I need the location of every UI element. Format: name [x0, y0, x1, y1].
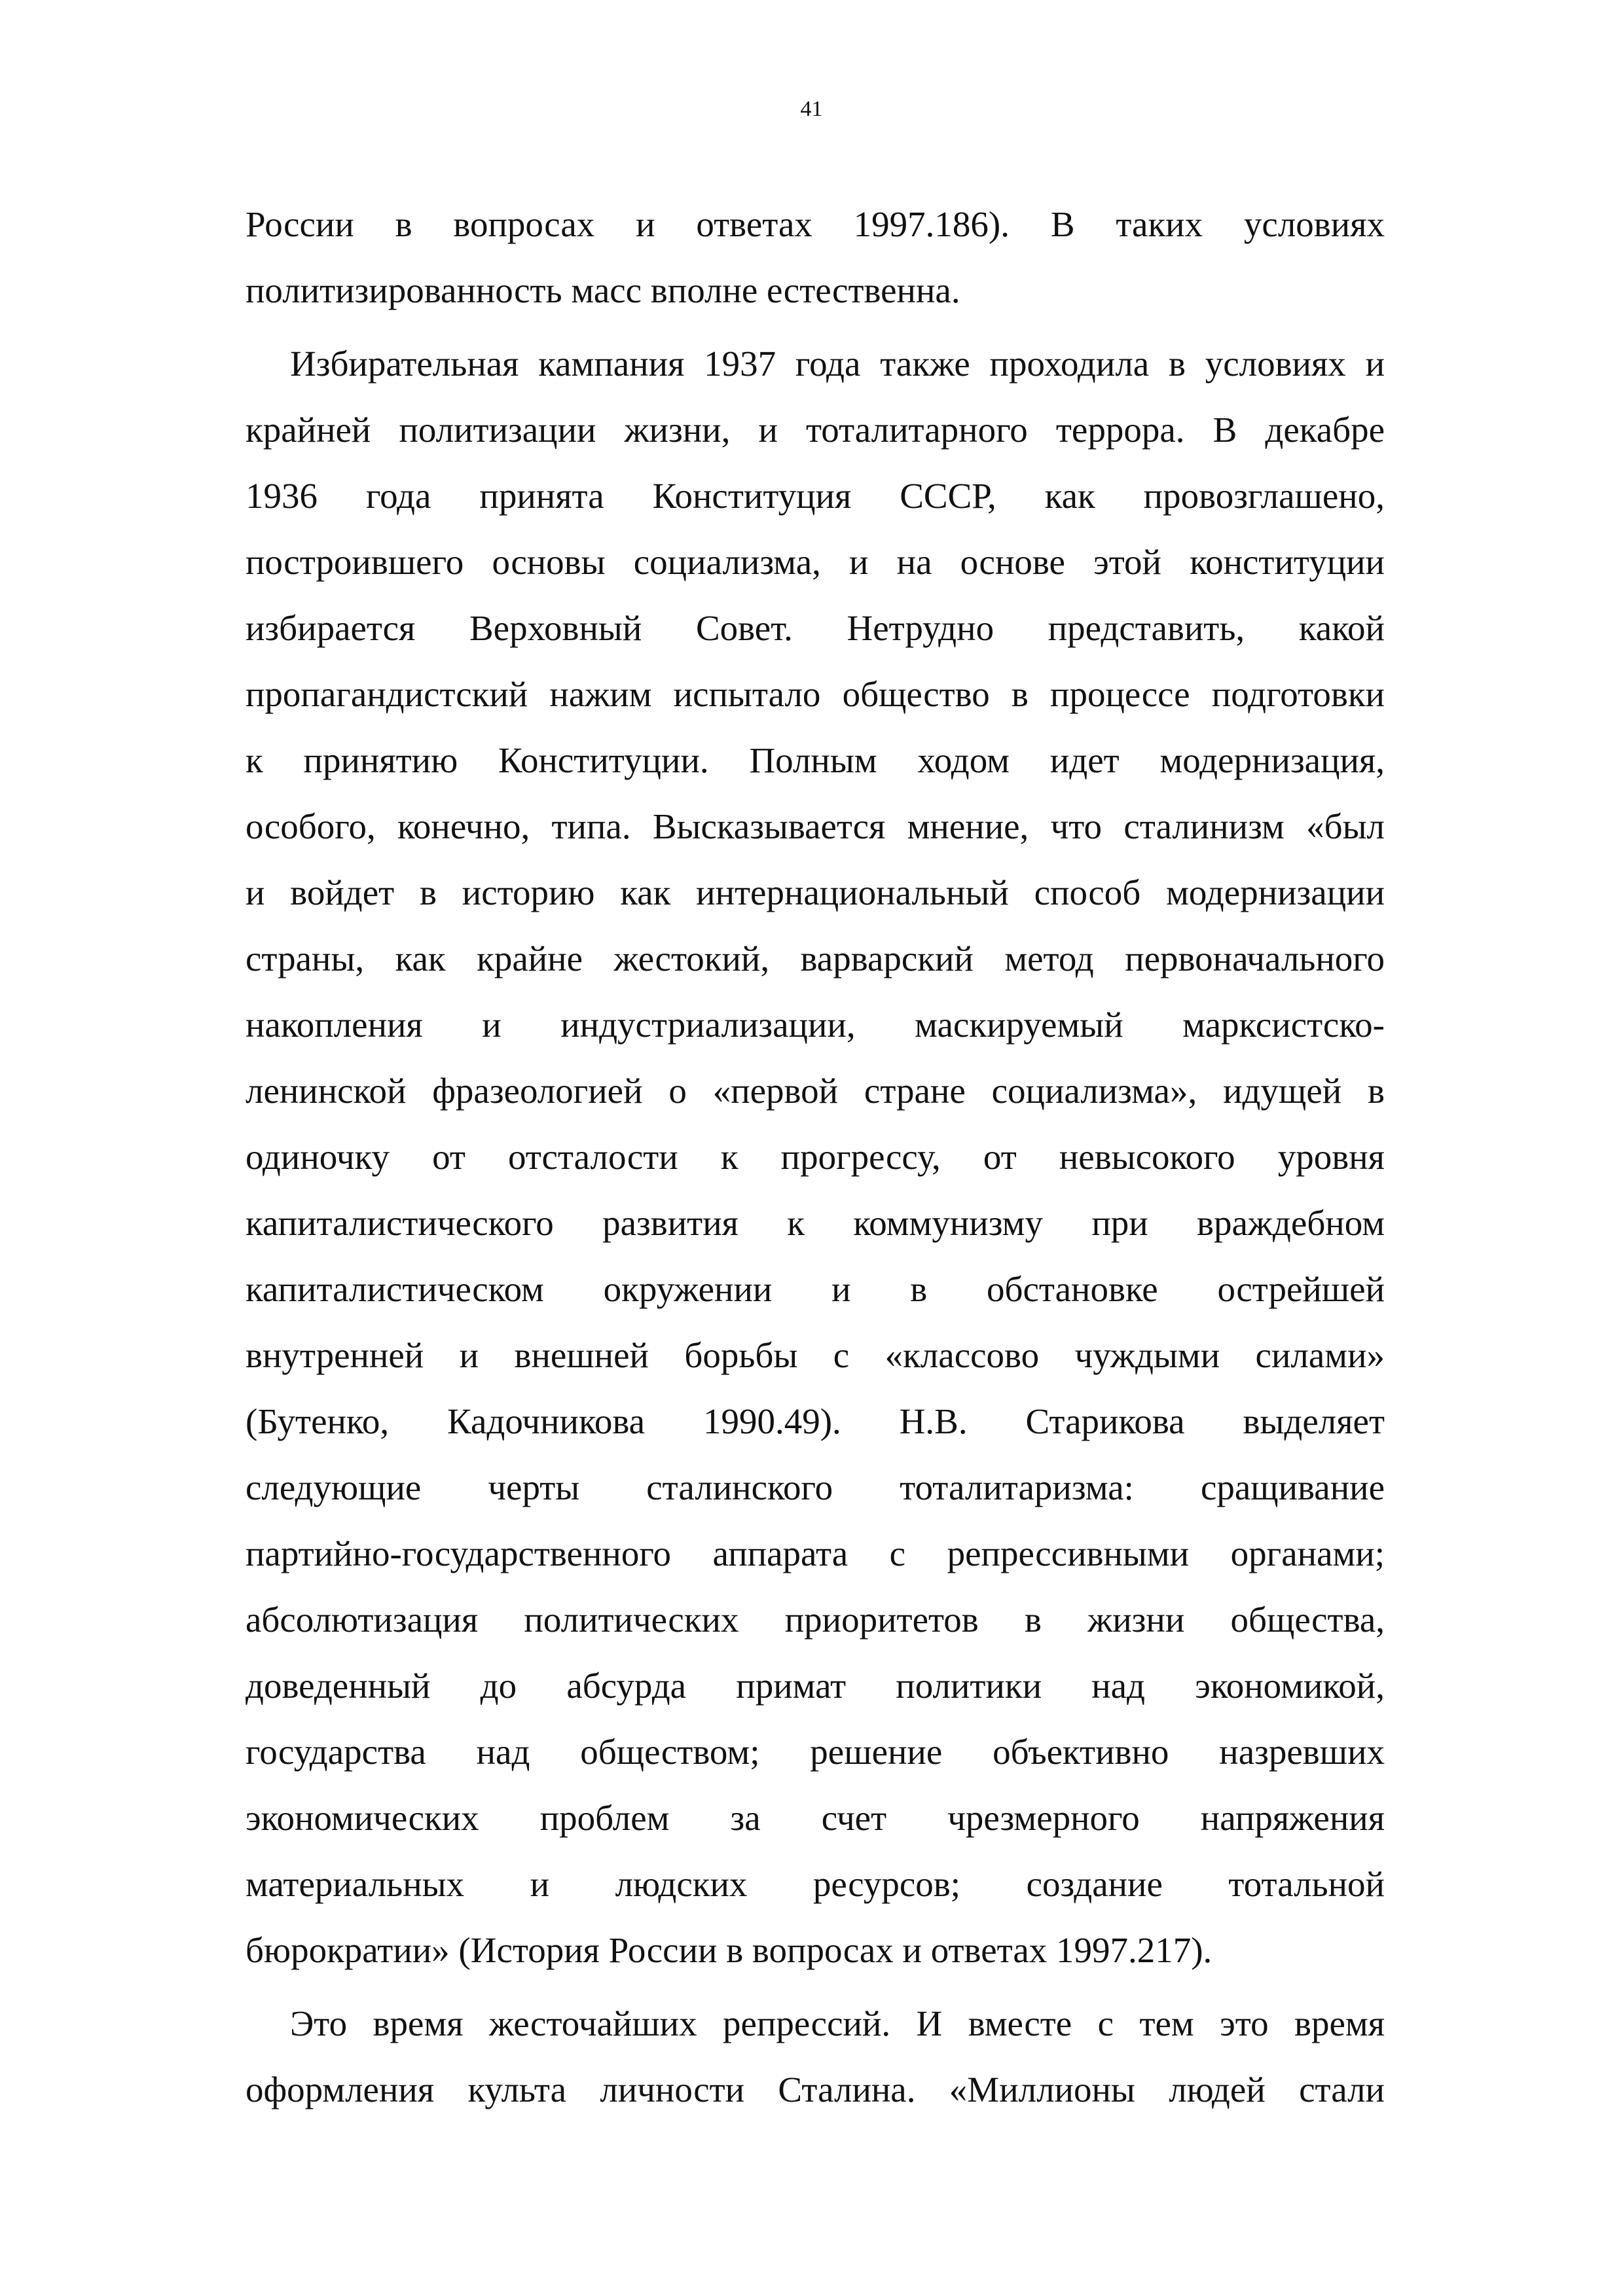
- text-line: 1936 года принята Конституция СССР, как провозглашено,: [246, 476, 1385, 516]
- text-line: доведенный до абсурда примат политики над экономикой,: [246, 1666, 1385, 1706]
- text-line: экономических проблем за счет чрезмерного напряжения: [246, 1798, 1385, 1838]
- text-line: страны, как крайне жестокий, варварский метод первоначального: [246, 939, 1385, 978]
- text-line: абсолютизация политических приоритетов в жизни общества,: [246, 1600, 1385, 1640]
- paragraph: [246, 1990, 1385, 2123]
- text-line: Это время жесточайших репрессий. И вместе с тем это время: [290, 2003, 1385, 2043]
- text-line: следующие черты сталинского тоталитаризма: сращивание: [246, 1467, 1385, 1507]
- text-line: государства над обществом; решение объективно назревших: [246, 1732, 1385, 1772]
- text-line: партийно-государственного аппарата с репрессивными органами;: [246, 1534, 1385, 1573]
- paragraph: [246, 191, 1385, 323]
- text-line: построившего основы социализма, и на основе этой конституции: [246, 542, 1385, 582]
- text-line: оформления культа личности Сталина. «Миллионы людей стали: [246, 2070, 1385, 2109]
- paragraph: [246, 331, 1385, 1983]
- text-line: и войдет в историю как интернациональный способ модернизации: [246, 872, 1385, 912]
- text-line: избирается Верховный Совет. Нетрудно представить, какой: [246, 608, 1385, 648]
- text-line: капиталистического развития к коммунизму при враждебном: [246, 1203, 1385, 1243]
- text-line: (Бутенко, Кадочникова 1990.49). Н.В. Старикова выделяет: [246, 1401, 1385, 1441]
- body-text: [246, 191, 1385, 2123]
- text-line: материальных и людских ресурсов; создание тотальной: [246, 1864, 1385, 1904]
- page-number: 41: [800, 97, 823, 121]
- text-line: ленинской фразеологией о «первой стране социализма», идущей в: [246, 1071, 1385, 1111]
- text-line: политизированность масс вполне естественна.: [246, 270, 960, 310]
- text-line: накопления и индустриализации, маскируемый марксистско-: [246, 1005, 1385, 1045]
- text-line: бюрократии» (История России в вопросах и ответах 1997.217).: [246, 1930, 1213, 1970]
- text-line: пропагандистский нажим испытало общество в процессе подготовки: [246, 674, 1385, 714]
- text-line: к принятию Конституции. Полным ходом идет модернизация,: [246, 740, 1385, 780]
- text-line: Избирательная кампания 1937 года также проходила в условиях и: [290, 344, 1385, 384]
- text-line: внутренней и внешней борьбы с «классово чуждыми силами»: [246, 1335, 1385, 1375]
- text-line: особого, конечно, типа. Высказывается мнение, что сталинизм «был: [246, 806, 1385, 846]
- text-line: крайней политизации жизни, и тоталитарного террора. В декабре: [246, 410, 1385, 450]
- text-line: капиталистическом окружении и в обстановке острейшей: [246, 1269, 1385, 1309]
- text-line: одиночку от отсталости к прогрессу, от невысокого уровня: [246, 1137, 1385, 1177]
- text-line: России в вопросах и ответах 1997.186). В таких условиях: [246, 204, 1385, 244]
